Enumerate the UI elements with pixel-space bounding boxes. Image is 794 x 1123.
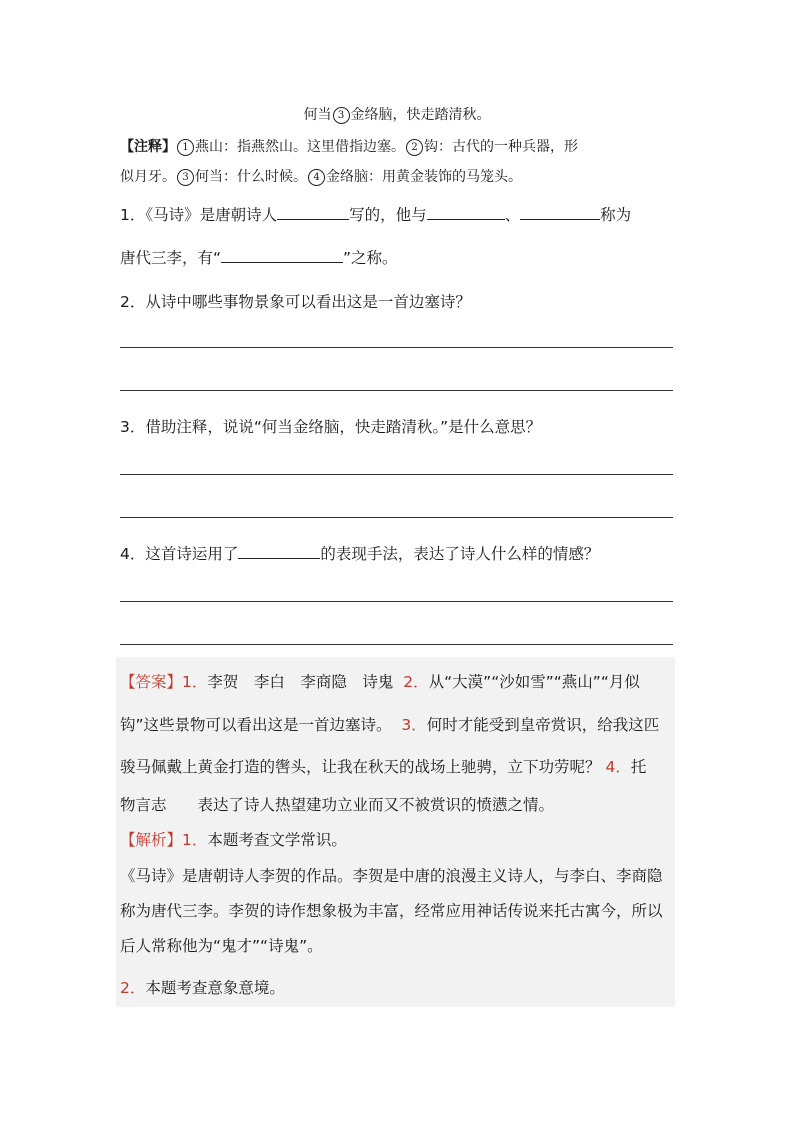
answer-4-text-a: 托 (630, 758, 647, 776)
notes-line2-start: 似月牙。 (120, 169, 176, 185)
q4-part-a: 4．这首诗运用了 (120, 545, 239, 563)
answer-line[interactable] (120, 644, 673, 645)
question-3: 3．借助注释，说说“何当金络脑，快走踏清秋。”是什么意思？ (120, 418, 542, 436)
q1-part-b: 写的，他与 (349, 206, 427, 224)
question-4 (120, 542, 599, 564)
analysis-paragraph-line-1: 《马诗》是唐朝诗人李贺的作品。李贺是中唐的浪漫主义诗人，与李白、李商隐 (120, 867, 663, 885)
notes-line-1 (120, 136, 578, 156)
answer-label: 【答案】 (120, 673, 183, 691)
q1-blank-poet-3[interactable] (520, 205, 600, 220)
answer-num-2: 2． (403, 673, 429, 691)
analysis-1-text: 本题考查文学常识。 (207, 831, 347, 849)
analysis-paragraph-line-3: 后人常称他为“鬼才”“诗鬼”。 (120, 937, 323, 955)
note-marker-4: 4 (308, 169, 325, 186)
answer-line[interactable] (120, 390, 673, 391)
analysis-line-1 (120, 828, 347, 850)
poem-line-post: 金络脑，快走踏清秋。 (350, 107, 491, 123)
note-marker-3: 3 (333, 107, 350, 124)
q4-blank-technique[interactable] (238, 544, 320, 559)
analysis-label: 【解析】 (120, 831, 183, 849)
answer-num-1: 1． (182, 673, 208, 691)
answer-3-text-b: 骏马佩戴上黄金打造的辔头，让我在秋天的战场上驰骋，立下功劳呢？ (120, 758, 601, 776)
answer-line-1 (120, 670, 640, 692)
analysis-num-2: 2． (120, 979, 146, 997)
note-marker-2: 2 (406, 139, 423, 156)
note-1-text: 燕山：指燕然山。这里借指边塞。 (195, 139, 405, 155)
q1-part-e: 唐代三李，有“ (120, 249, 222, 267)
q1-part-c: 、 (504, 206, 521, 224)
note-4-text: 金络脑：用黄金装饰的马笼头。 (326, 169, 522, 185)
analysis-line-2 (120, 976, 285, 998)
answer-line[interactable] (120, 474, 673, 475)
notes-line-2 (120, 166, 522, 186)
poem-line-pre: 何当 (303, 107, 332, 123)
q4-part-b: 的表现手法，表达了诗人什么样的情感？ (320, 545, 600, 563)
note-2-text: 钩：古代的一种兵器，形 (424, 139, 578, 155)
analysis-2-text: 本题考查意象意境。 (145, 979, 285, 997)
q1-part-f: ”之称。 (343, 249, 398, 267)
notes-label: 【注释】 (120, 139, 176, 155)
answer-2-text-a: 从“大漠”“沙如雪”“燕山”“月似 (428, 673, 640, 691)
q1-blank-poet-2[interactable] (427, 205, 505, 220)
question-1-line-2 (120, 246, 398, 268)
answer-line[interactable] (120, 601, 673, 602)
answer-line[interactable] (120, 347, 673, 348)
answer-line[interactable] (120, 517, 673, 518)
answer-3-text-a: 何时才能受到皇帝赏识，给我这匹 (426, 716, 660, 734)
answer-num-3: 3． (401, 716, 427, 734)
q1-part-d: 称为 (600, 206, 632, 224)
answer-1-text: 李贺 李白 李商隐 诗鬼 (207, 673, 394, 691)
q1-blank-title[interactable] (221, 248, 343, 263)
question-1-line-1 (120, 203, 631, 225)
answer-num-4: 4． (605, 758, 631, 776)
note-3-text: 何当：什么时候。 (195, 169, 307, 185)
note-marker-3b: 3 (177, 169, 194, 186)
analysis-num-1: 1． (182, 831, 208, 849)
q1-part-a: 1．《马诗》是唐朝诗人 (120, 206, 278, 224)
answer-line-3 (120, 755, 646, 777)
answer-2-text-b: 钩”这些景物可以看出这是一首边塞诗。 (120, 716, 392, 734)
q1-blank-author[interactable] (277, 205, 349, 220)
answer-4-text-b: 物言志 表达了诗人热望建功立业而又不被赏识的愤懑之情。 (120, 796, 555, 814)
poem-last-line (0, 104, 794, 124)
answer-line-4 (120, 793, 554, 815)
answer-line-2 (120, 713, 659, 735)
analysis-paragraph-line-2: 称为唐代三李。李贺的诗作想象极为丰富，经常应用神话传说来托古寓今，所以 (120, 902, 663, 920)
note-marker-1: 1 (177, 139, 194, 156)
question-2: 2．从诗中哪些事物景象可以看出这是一首边塞诗？ (120, 293, 471, 311)
